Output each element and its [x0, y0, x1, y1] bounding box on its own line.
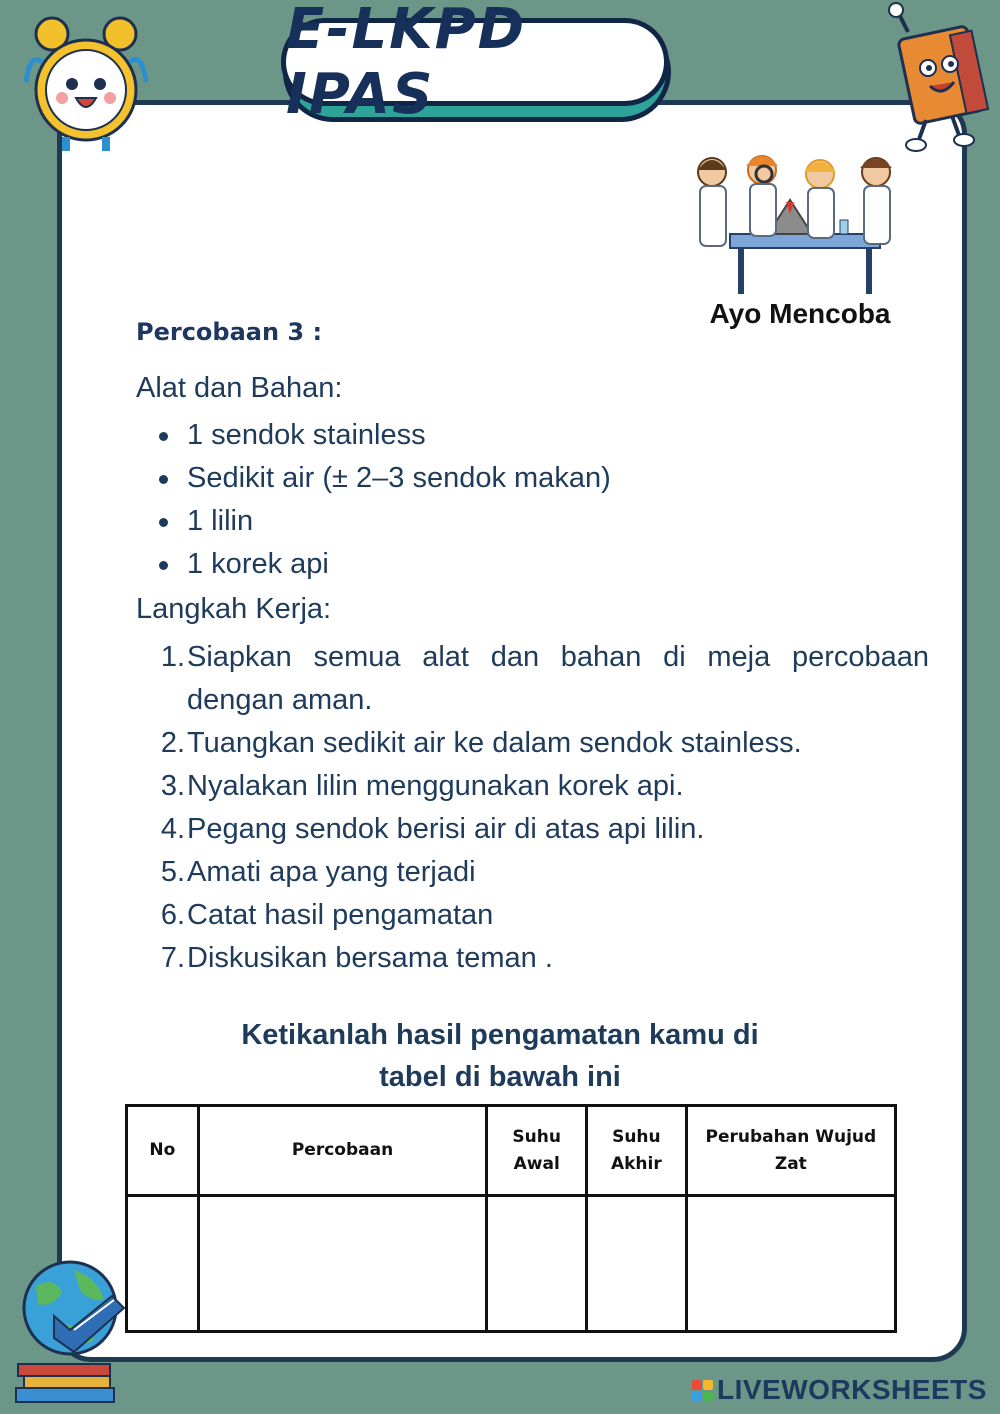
logo-squares-icon	[692, 1380, 713, 1401]
book-character-icon	[886, 2, 1000, 154]
step-text: Nyalakan lilin menggunakan korek api.	[187, 770, 684, 802]
list-item	[157, 808, 929, 851]
list-item: 1 lilin	[157, 500, 857, 543]
step-number: 3.	[160, 770, 185, 802]
observation-table	[125, 1104, 897, 1333]
suhu-awal-input[interactable]	[488, 1197, 585, 1330]
materials-list	[157, 414, 857, 586]
list-item	[157, 636, 929, 722]
header-suhu-awal-line2: Awal	[513, 1153, 560, 1174]
header-suhu-awal	[487, 1106, 587, 1196]
globe-reading-icon	[14, 1256, 130, 1406]
step-text: Catat hasil pengamatan	[187, 899, 494, 931]
page-title: E-LKPD IPAS	[286, 0, 527, 127]
title-banner	[281, 0, 669, 127]
step-number: 1.	[160, 641, 185, 673]
kids-experiment-illustration	[690, 150, 902, 302]
table-header-row	[127, 1106, 896, 1196]
header-suhu-akhir-line1: Suhu	[612, 1126, 661, 1147]
header-perubahan-line1: Perubahan Wujud	[705, 1126, 877, 1147]
list-item: 1 korek api	[157, 543, 857, 586]
list-item	[157, 937, 929, 980]
step-number: 2.	[160, 727, 185, 759]
percobaan-input[interactable]	[200, 1197, 486, 1330]
liveworksheets-logo	[692, 1374, 987, 1406]
list-item: Sedikit air (± 2–3 sendok makan)	[157, 457, 857, 500]
step-text: Pegang sendok berisi air di atas api lilin.	[187, 813, 705, 845]
header-suhu-akhir	[587, 1106, 687, 1196]
list-item	[157, 851, 929, 894]
no-input[interactable]	[128, 1197, 197, 1330]
table-row	[127, 1196, 896, 1332]
illustration-caption: Ayo Mencoba	[709, 298, 891, 329]
materials-label: Alat dan Bahan:	[136, 372, 343, 404]
step-number: 4.	[160, 813, 185, 845]
instruction-line-2: tabel di bawah ini	[379, 1061, 621, 1093]
suhu-akhir-input[interactable]	[588, 1197, 685, 1330]
step-text: Diskusikan bersama teman .	[187, 942, 553, 974]
cell-suhu-awal[interactable]	[487, 1196, 587, 1332]
step-text: Amati apa yang terjadi	[187, 856, 476, 888]
step-text: Tuangkan sedikit air ke dalam sendok stainless.	[187, 727, 802, 759]
instruction-line-1: Ketikanlah hasil pengamatan kamu di	[241, 1019, 759, 1051]
step-number: 7.	[160, 942, 185, 974]
header-suhu-akhir-line2: Akhir	[610, 1153, 662, 1174]
list-item	[157, 722, 929, 765]
steps-list	[157, 636, 929, 980]
perubahan-wujud-input[interactable]	[688, 1197, 894, 1330]
list-item: 1 sendok stainless	[157, 414, 857, 457]
steps-label: Langkah Kerja:	[136, 593, 332, 625]
brand-name: LIVEWORKSHEETS	[717, 1374, 987, 1405]
cell-suhu-akhir[interactable]	[587, 1196, 687, 1332]
header-perubahan-wujud-zat	[686, 1106, 895, 1196]
header-percobaan: Percobaan	[198, 1106, 487, 1196]
alarm-clock-icon	[22, 12, 150, 152]
cell-perubahan-wujud[interactable]	[686, 1196, 895, 1332]
cell-percobaan[interactable]	[198, 1196, 487, 1332]
cell-no[interactable]	[127, 1196, 199, 1332]
experiment-heading: Percobaan 3 :	[136, 318, 323, 346]
header-perubahan-line2: Zat	[774, 1153, 807, 1174]
header-suhu-awal-line1: Suhu	[512, 1126, 561, 1147]
header-no: No	[127, 1106, 199, 1196]
list-item	[157, 765, 929, 808]
step-number: 6.	[160, 899, 185, 931]
list-item	[157, 894, 929, 937]
step-number: 5.	[160, 856, 185, 888]
step-text: Siapkan semua alat dan bahan di meja percobaan dengan aman.	[187, 641, 929, 716]
table-instruction	[200, 1014, 800, 1098]
